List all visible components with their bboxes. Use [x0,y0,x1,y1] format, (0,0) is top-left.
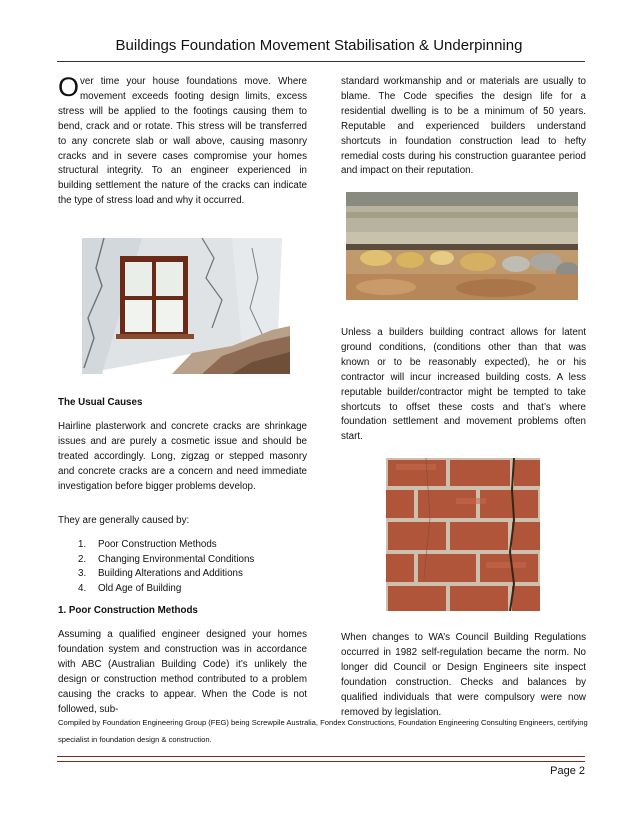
dropcap: O [58,72,80,102]
footer-note: Compiled by Foundation Engineering Group (FEG) being Screwpile Australia, Fondex Constructions, Foundation Engineering Consulting Engineers, certifying specialist in foundation design & construction. [58,718,588,744]
footing-soil-photo [346,192,578,300]
page-number: Page 2 [550,765,585,777]
cracked-brick-wall-photo [386,458,540,611]
usual-causes-paragraph: Hairline plasterwork and concrete cracks are shrinkage issues and are purely a cosmetic issue and should be treated accordingly. Long, zigzag or stepped masonry and concrete cracks are a concern and need immediate investigation before bigger problems develop. [58,421,307,492]
right-paragraph-1: standard workmanship and or materials are usually to blame. The Code specifies the design life for a residential dwelling is to be a minimum of 50 years. Reputable and experienced builders understand shortcuts in foundation construction lead to hefty remedial costs during his construction guarantee period and impact on their reputation. [341,76,586,177]
footer-rule [57,756,585,762]
list-item: 3. Building Alterations and Additions [78,568,243,579]
intro-text: ver time your house foundations move. Where movement exceeds footing design limits, excess stress will be applied to the footings causing them to bend, crack and or rotate. This stress will be transferred to any concrete slab or wall above, causing masonry cracks and in severe cases compromise your homes structural integrity. To an engineer experienced in building settlement the nature of the cracks can indicate the type of stress load and why it occurred. [58,76,307,207]
usual-causes-heading: The Usual Causes [58,397,143,408]
causes-list [78,538,308,596]
page-title: Buildings Foundation Movement Stabilisation & Underpinning [115,37,523,54]
list-item: 1. Poor Construction Methods [78,539,217,550]
header-rule [57,61,585,62]
cracked-wall-window-photo [82,238,290,374]
list-item: 2. Changing Environmental Conditions [78,553,255,565]
caused-by-text: They are generally caused by: [58,515,190,526]
section1-paragraph: Assuming a qualified engineer designed your homes foundation system and construction was in accordance with ABC (Australian Building Code) it’s unlikely the design or construction method contributed to a problem causing the cracks to appear. When the Code is not followed, sub- [58,629,307,715]
list-item: 4. Old Age of Building [78,582,182,594]
intro-paragraph [58,72,307,209]
right-paragraph-2: Unless a builders building contract allows for latent ground conditions, (conditions other than that was known or to be reasonably expected), he or his contractor will incur increased building costs. A less reputable builder/contractor might be tempted to take shortcuts to offset these costs and that’s where foundation settlement and movement problems often start. [341,327,586,443]
section1-heading: 1. Poor Construction Methods [58,605,198,616]
right-paragraph-3: When changes to WA’s Council Building Regulations occurred in 1982 self-regulation became the norm. No longer did Council or Design Engineers site inspect foundation construction. Checks and balances by qualified individuals that were compulsory were now removed by legislation. [341,632,586,718]
